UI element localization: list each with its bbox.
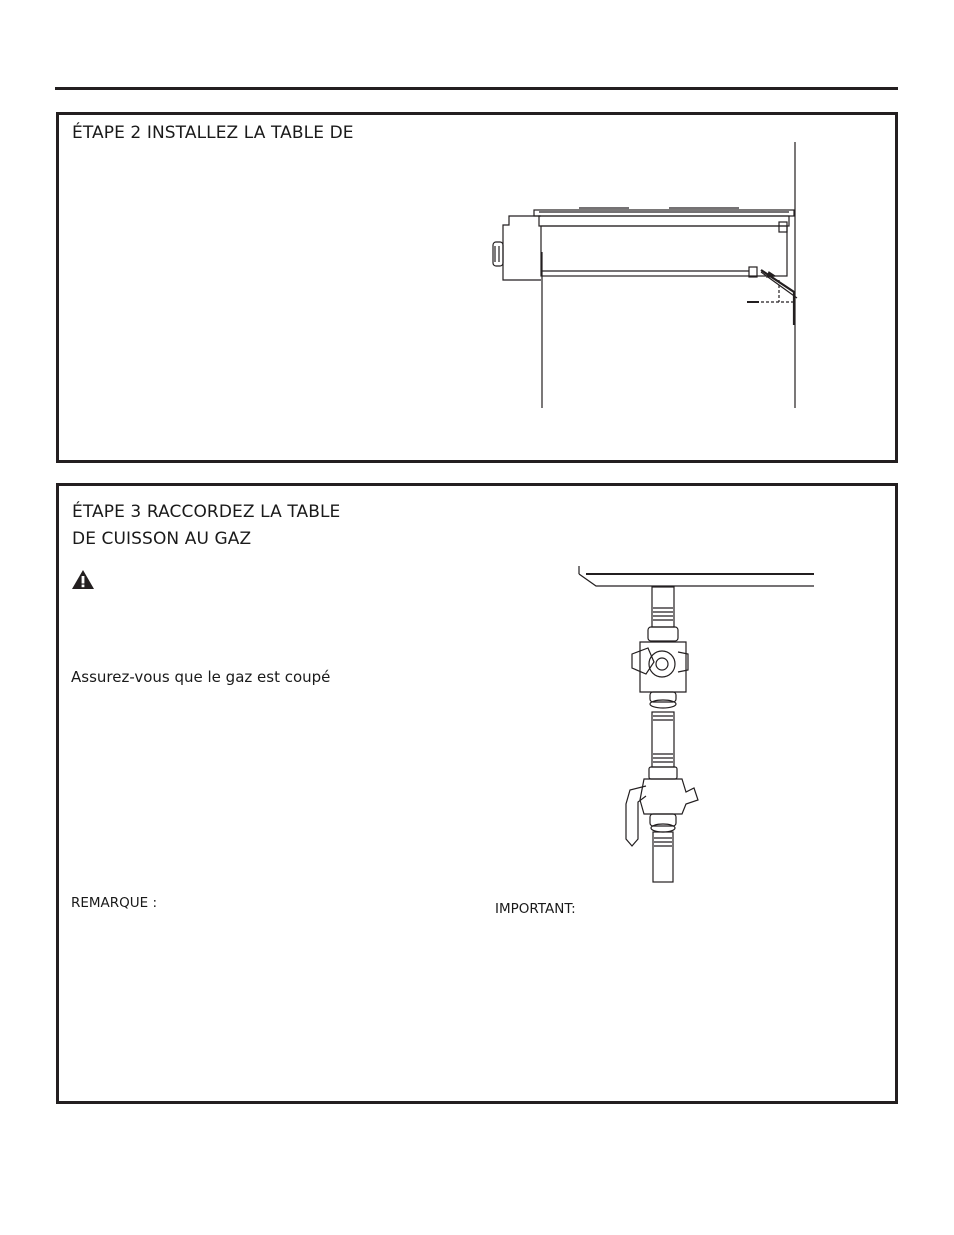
cooktop-installation-diagram: [479, 140, 859, 415]
step3-section: [56, 483, 898, 1104]
important-label: IMPORTANT:: [495, 901, 576, 917]
step3-heading-line2: DE CUISSON AU GAZ: [72, 529, 252, 549]
step3-heading: [72, 499, 412, 553]
warning-triangle-icon: [71, 569, 95, 590]
step2-heading: ÉTAPE 2 INSTALLEZ LA TABLE DE: [72, 123, 354, 143]
remarque-label: REMARQUE :: [71, 895, 158, 911]
gas-connection-diagram: [574, 564, 819, 884]
step2-section: [56, 112, 898, 463]
top-rule: [55, 87, 898, 90]
step3-heading-line1: ÉTAPE 3 RACCORDEZ LA TABLE: [72, 502, 341, 522]
gas-off-instruction: Assurez-vous que le gaz est coupé: [71, 668, 331, 686]
